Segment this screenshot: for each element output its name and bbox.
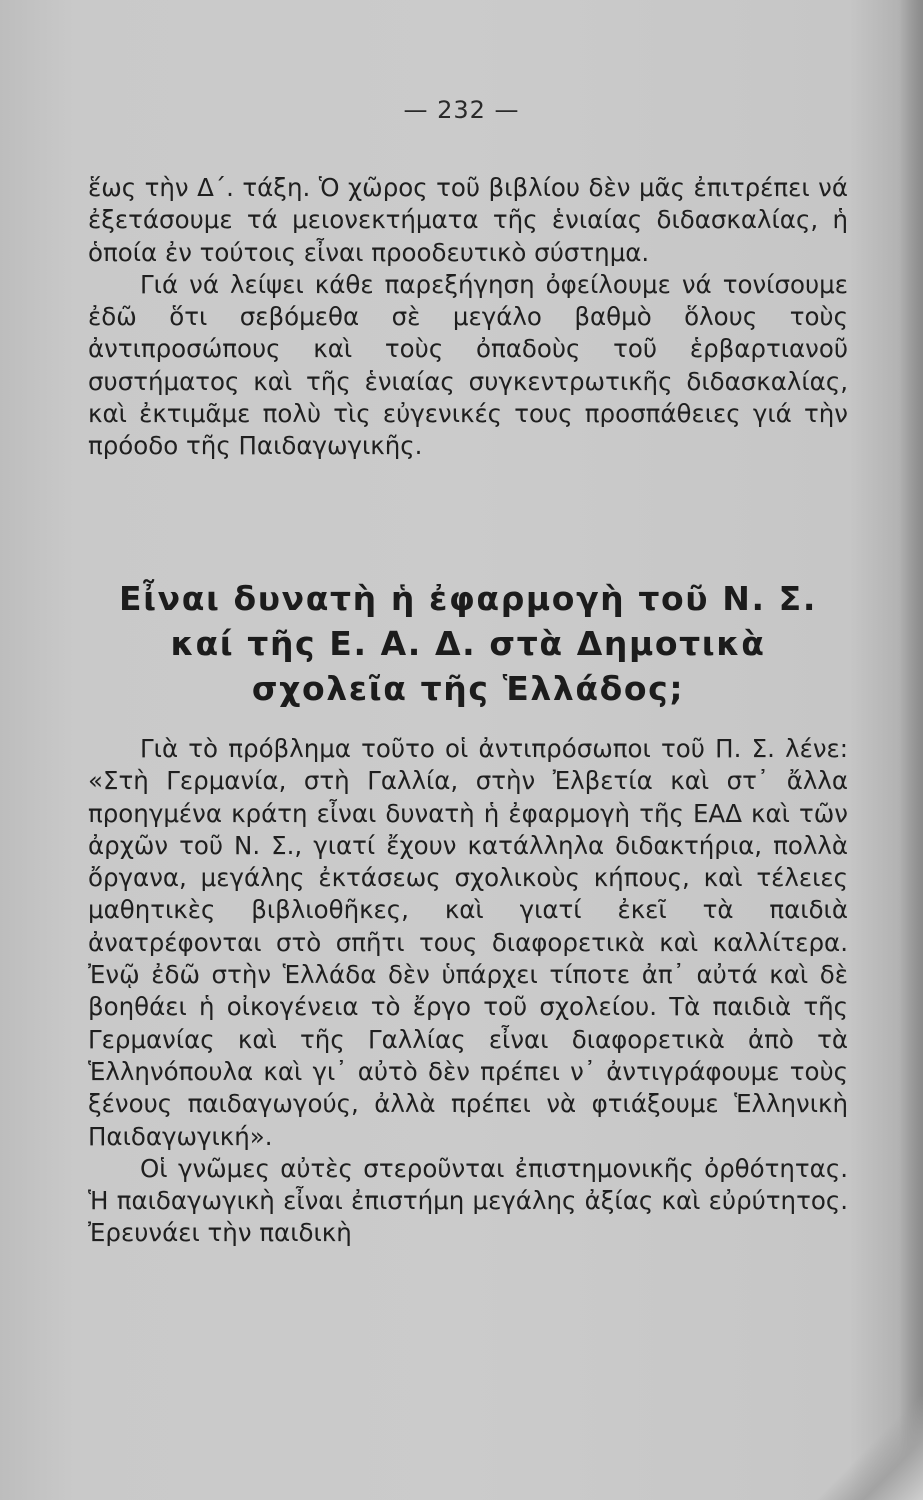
worn-corner xyxy=(803,1380,923,1500)
heading-line: καί τῆς Ε. Α. Δ. στὰ Δημοτικὰ xyxy=(170,624,766,663)
paragraph: ἕως τὴν Δ΄. τάξη. Ὁ χῶρος τοῦ βιβλίου δὲν μᾶς ἐπιτρέπει νά ἐξετάσουμε τά μειονεκτήματα τῆς ἑνιαίας διδασκαλίας, ἡ ὁποία ἐν τούτοις εἶναι προοδευτικὸ σύστημα. xyxy=(88,173,848,267)
text-block-after-heading xyxy=(88,733,848,1250)
page-number: — 232 — xyxy=(403,96,520,124)
heading-line: Εἶναι δυνατὴ ἡ ἐφαρμογὴ τοῦ Ν. Σ. xyxy=(119,579,817,618)
paragraph: Γιά νά λείψει κάθε παρεξήγηση ὀφείλουμε νά τονίσουμε ἐδῶ ὅτι σεβόμεθα σὲ μεγάλο βαθμὸ ὅλους τοὺς ἀντιπροσώπους καὶ τοὺς ὀπαδοὺς τοῦ ἑρβαρτιανοῦ συστήματος καὶ τῆς ἑνιαίας συγκεντρωτικῆς διδασκαλίας, καὶ ἐκτιμᾶμε πολὺ τὶς εὐγενικές τους προσπάθειες γιά τὴν πρόοδο τῆς Παιδαγωγικῆς. xyxy=(88,269,848,461)
text-block-before-heading xyxy=(88,172,848,463)
paragraph: Οἱ γνῶμες αὐτὲς στεροῦνται ἐπιστημονικῆς ὀρθότητας. Ἡ παιδαγωγικὴ εἶναι ἐπιστήμη μεγάλης ἀξίας καὶ εὐρύτητος. Ἐρευνάει τὴν παιδικὴ xyxy=(88,1153,848,1248)
page-edge-shadow xyxy=(899,0,923,1500)
heading-line: σχολεῖα τῆς Ἑλλάδος; xyxy=(251,669,685,708)
paragraph: Γιὰ τὸ πρόβλημα τοῦτο οἱ ἀντιπρόσωποι τοῦ Π. Σ. λένε: «Στὴ Γερμανία, στὴ Γαλλία, στὴν Ἐλβετία καὶ στ᾽ ἄλλα προηγμένα κράτη εἶναι δυνατὴ ἡ ἐφαρμογὴ τῆς ΕΑΔ καὶ τῶν ἀρχῶν τοῦ Ν. Σ., γιατί ἔχουν κατάλληλα διδακτήρια, πολλὰ ὄργανα, μεγάλης ἐκτάσεως σχολικοὺς κήπους, καὶ τέλειες μαθητικὲς βιβλιοθῆκες, καὶ γιατί ἐκεῖ τὰ παιδιὰ ἀνατρέφονται στὸ σπῆτι τους διαφορετικὰ καὶ καλλίτερα. Ἐνῷ ἐδῶ στὴν Ἑλλάδα δὲν ὑπάρχει τίποτε ἀπ᾽ αὐτά καὶ δὲ βοηθάει ἡ οἰκογένεια τὸ ἔργο τοῦ σχολείου. Τὰ παιδιὰ τῆς Γερμανίας καὶ τῆς Γαλλίας εἶναι διαφορετικὰ ἀπὸ τὰ Ἑλληνόπουλα καὶ γι᾽ αὐτὸ δὲν πρέπει ν᾽ ἀντιγράφουμε τοὺς ξένους παιδαγωγούς, ἀλλὰ πρέπει νὰ φτιάξουμε Ἑλληνικὴ Παιδαγωγική». xyxy=(88,734,848,1151)
section-heading xyxy=(88,576,848,711)
